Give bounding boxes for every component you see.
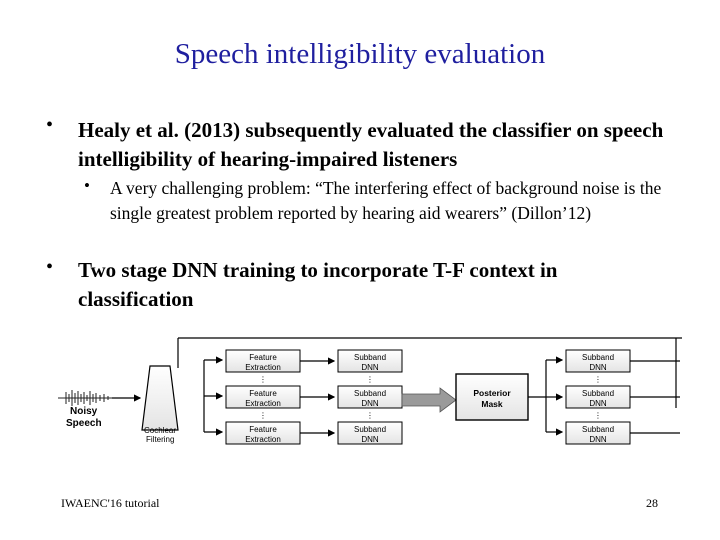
sub-bullet-marker: •	[84, 176, 90, 195]
subband-dnn-block-1	[338, 350, 402, 372]
subband-dnn-block-2	[338, 386, 402, 408]
footer-source: IWAENC'16 tutorial	[61, 496, 160, 510]
svg-text:Subband: Subband	[581, 353, 615, 362]
ellipsis: ⋮	[366, 411, 374, 420]
subband-dnn-stage2-block-1	[566, 350, 630, 372]
waveform-icon	[58, 390, 112, 406]
ellipsis: ⋮	[594, 375, 602, 384]
svg-text:DNN: DNN	[589, 399, 607, 408]
svg-text:Posterior: Posterior	[473, 388, 511, 398]
feature-extraction-block-3	[226, 422, 300, 444]
ellipsis: ⋮	[366, 375, 374, 384]
svg-text:Subband: Subband	[353, 353, 387, 362]
svg-text:DNN: DNN	[589, 435, 607, 444]
svg-text:DNN: DNN	[361, 363, 379, 372]
dnn-pipeline-diagram	[52, 330, 682, 450]
filtering-label: Filtering	[146, 435, 175, 444]
feature-extraction-block-1	[226, 350, 300, 372]
svg-text:Subband: Subband	[581, 425, 615, 434]
ellipsis: ⋮	[259, 375, 267, 384]
speech-label: Speech	[66, 418, 102, 429]
noisy-label: Noisy	[70, 406, 98, 417]
bullet-text: Healy et al. (2013) subsequently evaluated the classifier on speech intelligibility of hearing-impaired listeners	[78, 118, 664, 171]
svg-text:Extraction: Extraction	[245, 435, 281, 444]
subband-dnn-block-3	[338, 422, 402, 444]
page-number: 28	[646, 496, 658, 510]
svg-text:Subband: Subband	[353, 389, 387, 398]
svg-text:Mask: Mask	[481, 399, 503, 409]
svg-text:Feature: Feature	[249, 353, 277, 362]
svg-text:DNN: DNN	[361, 435, 379, 444]
subband-dnn-stage2-block-3	[566, 422, 630, 444]
sub-bullet-text: A very challenging problem: “The interfering effect of background noise is the single greatest problem reported by hearing aid wearers” (Dillon’12)	[110, 178, 662, 223]
svg-text:Subband: Subband	[581, 389, 615, 398]
bullet-text: Two stage DNN training to incorporate T-F context in classification	[78, 258, 558, 311]
big-arrow-icon	[402, 388, 456, 412]
ellipsis: ⋮	[259, 411, 267, 420]
feature-extraction-block-2	[226, 386, 300, 408]
svg-text:Feature: Feature	[249, 425, 277, 434]
bullet-marker: •	[46, 256, 54, 278]
svg-text:Extraction: Extraction	[245, 363, 281, 372]
subband-dnn-stage2-block-2	[566, 386, 630, 408]
svg-text:DNN: DNN	[589, 363, 607, 372]
cochlear-filter-block	[142, 366, 178, 430]
svg-text:Extraction: Extraction	[245, 399, 281, 408]
svg-text:Feature: Feature	[249, 389, 277, 398]
ellipsis: ⋮	[594, 411, 602, 420]
slide-title: Speech intelligibility evaluation	[174, 38, 546, 70]
svg-text:Subband: Subband	[353, 425, 387, 434]
posterior-mask-block	[456, 374, 528, 420]
svg-text:DNN: DNN	[361, 399, 379, 408]
bullet-marker: •	[46, 114, 54, 136]
cochlear-label: Cochlear	[144, 426, 177, 435]
